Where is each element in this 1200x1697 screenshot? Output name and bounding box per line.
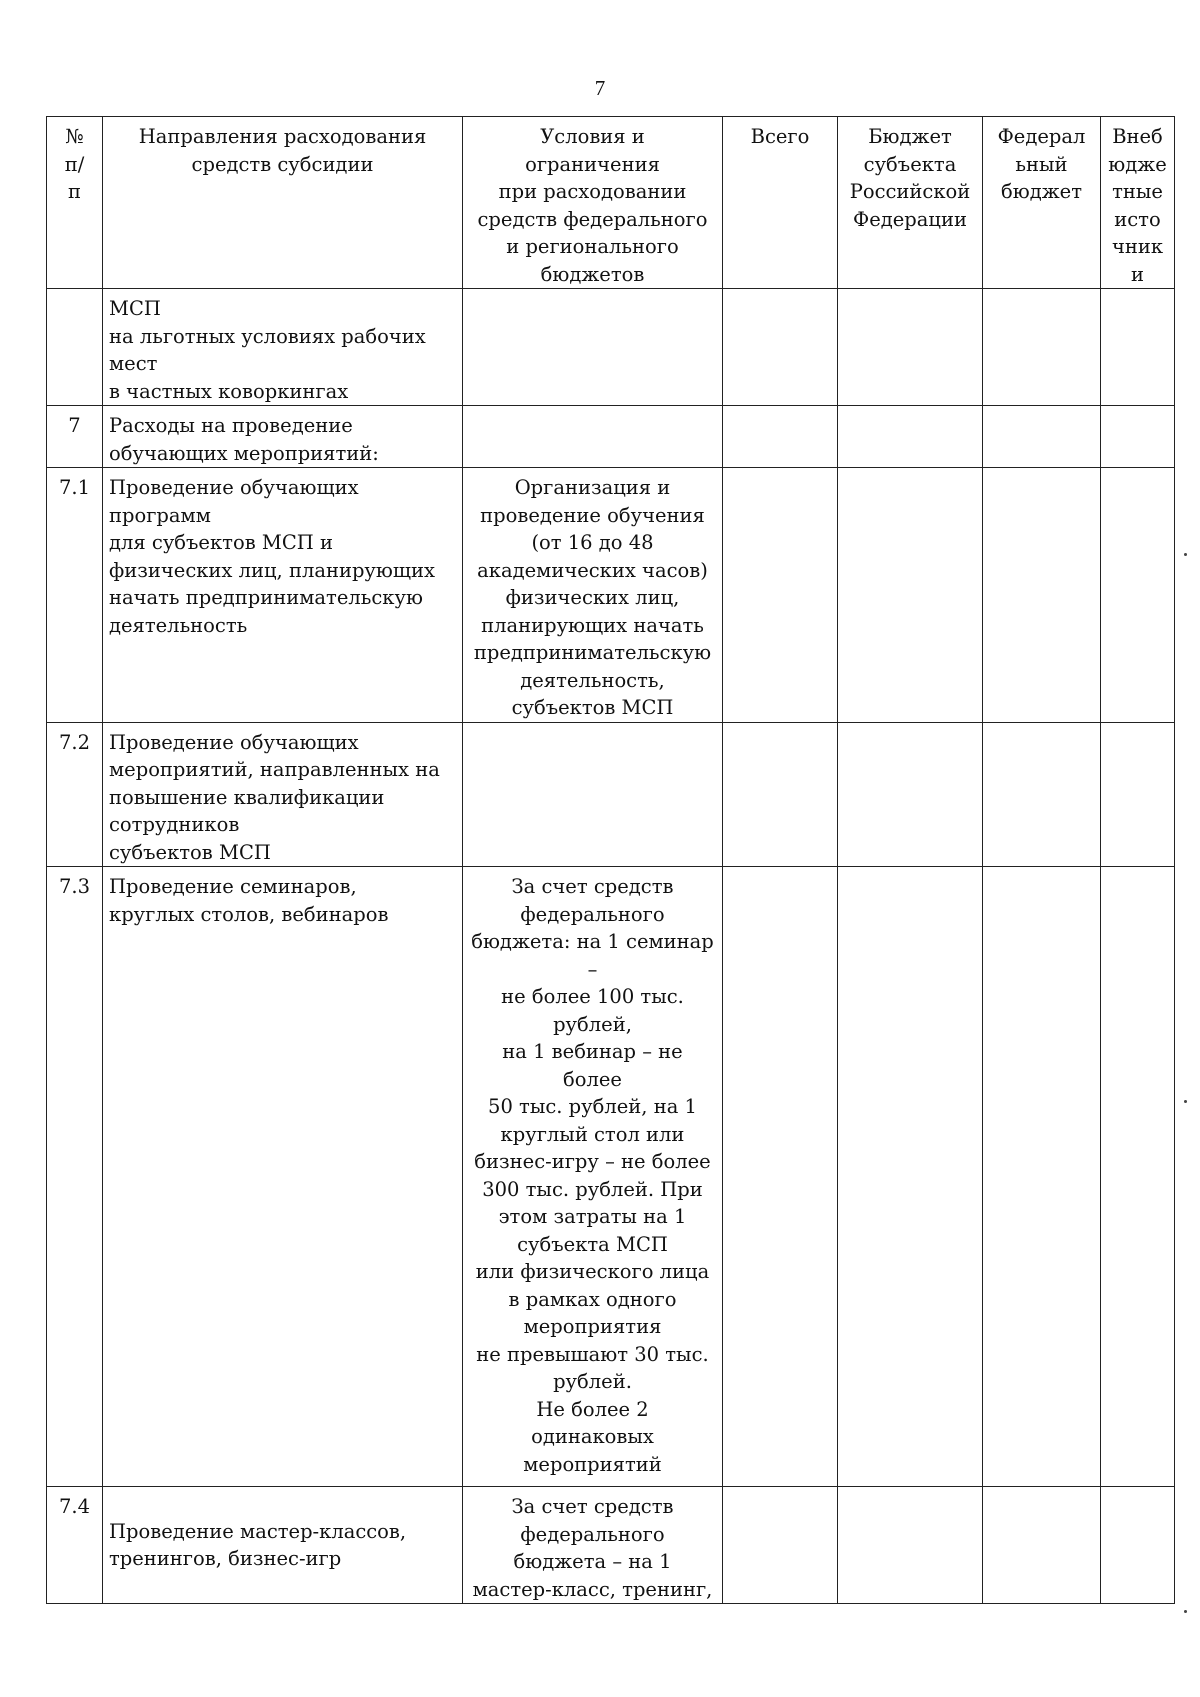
row-total	[723, 867, 838, 1487]
table-header-row	[47, 117, 1175, 289]
header-extrabudgetary: Внеб юдже тные исто чник и	[1101, 117, 1175, 289]
row-direction: МСП на льготных условиях рабочих мест в частных коворкингах	[103, 289, 463, 406]
scan-speck	[1184, 1100, 1187, 1103]
row-number: 7.4	[47, 1487, 103, 1604]
row-regional-budget	[838, 468, 983, 723]
header-direction: Направления расходования средств субсидии	[103, 117, 463, 289]
row-conditions: За счет средств федерального бюджета – на 1 мастер-класс, тренинг,	[463, 1487, 723, 1604]
row-federal-budget	[983, 722, 1101, 867]
table-row	[47, 1487, 1175, 1604]
row-number: 7	[47, 406, 103, 468]
header-regional-budget: Бюджет субъекта Российской Федерации	[838, 117, 983, 289]
row-conditions	[463, 406, 723, 468]
scan-speck	[1184, 1610, 1187, 1613]
row-federal-budget	[983, 1487, 1101, 1604]
row-extrabudgetary	[1101, 1487, 1175, 1604]
row-extrabudgetary	[1101, 289, 1175, 406]
header-conditions: Условия и ограничения при расходовании средств федерального и регионального бюджетов	[463, 117, 723, 289]
table-row	[47, 406, 1175, 468]
row-total	[723, 722, 838, 867]
row-direction: Проведение обучающих программ для субъектов МСП и физических лиц, планирующих начать предпринимательскую деятельность	[103, 468, 463, 723]
row-extrabudgetary	[1101, 722, 1175, 867]
row-regional-budget	[838, 867, 983, 1487]
row-federal-budget	[983, 867, 1101, 1487]
row-direction: Проведение обучающих мероприятий, направленных на повышение квалификации сотрудников субъектов МСП	[103, 722, 463, 867]
row-direction: Расходы на проведение обучающих мероприятий:	[103, 406, 463, 468]
row-number: 7.2	[47, 722, 103, 867]
row-total	[723, 289, 838, 406]
row-number	[47, 289, 103, 406]
table-row	[47, 722, 1175, 867]
row-federal-budget	[983, 289, 1101, 406]
row-extrabudgetary	[1101, 867, 1175, 1487]
row-extrabudgetary	[1101, 406, 1175, 468]
row-conditions: Организация и проведение обучения (от 16 до 48 академических часов) физических лиц, планирующих начать предпринимательскую деятельность, субъектов МСП	[463, 468, 723, 723]
row-conditions	[463, 289, 723, 406]
table-row	[47, 289, 1175, 406]
header-total: Всего	[723, 117, 838, 289]
row-number: 7.1	[47, 468, 103, 723]
row-total	[723, 406, 838, 468]
row-regional-budget	[838, 1487, 983, 1604]
table-row	[47, 867, 1175, 1487]
row-number: 7.3	[47, 867, 103, 1487]
page-number: 7	[594, 76, 606, 100]
row-total	[723, 468, 838, 723]
row-direction: Проведение семинаров, круглых столов, вебинаров	[103, 867, 463, 1487]
row-extrabudgetary	[1101, 468, 1175, 723]
row-regional-budget	[838, 722, 983, 867]
row-federal-budget	[983, 406, 1101, 468]
row-direction: Проведение мастер-классов, тренингов, бизнес-игр	[103, 1487, 463, 1604]
row-conditions	[463, 722, 723, 867]
scan-speck	[1184, 553, 1187, 556]
subsidy-expenditure-table	[46, 116, 1175, 1604]
row-conditions: За счет средств федерального бюджета: на 1 семинар – не более 100 тыс. рублей, на 1 вебинар – не более 50 тыс. рублей, на 1 круглый стол или бизнес-игру – не более 300 тыс. рублей. При этом затраты на 1 субъекта МСП или физического лица в рамках одного мероприятия не превышают 30 тыс. рублей. Не более 2 одинаковых мероприятий	[463, 867, 723, 1487]
header-number: № п/ п	[47, 117, 103, 289]
row-federal-budget	[983, 468, 1101, 723]
row-regional-budget	[838, 289, 983, 406]
row-regional-budget	[838, 406, 983, 468]
table-row	[47, 468, 1175, 723]
header-federal-budget: Федерал ьный бюджет	[983, 117, 1101, 289]
row-total	[723, 1487, 838, 1604]
